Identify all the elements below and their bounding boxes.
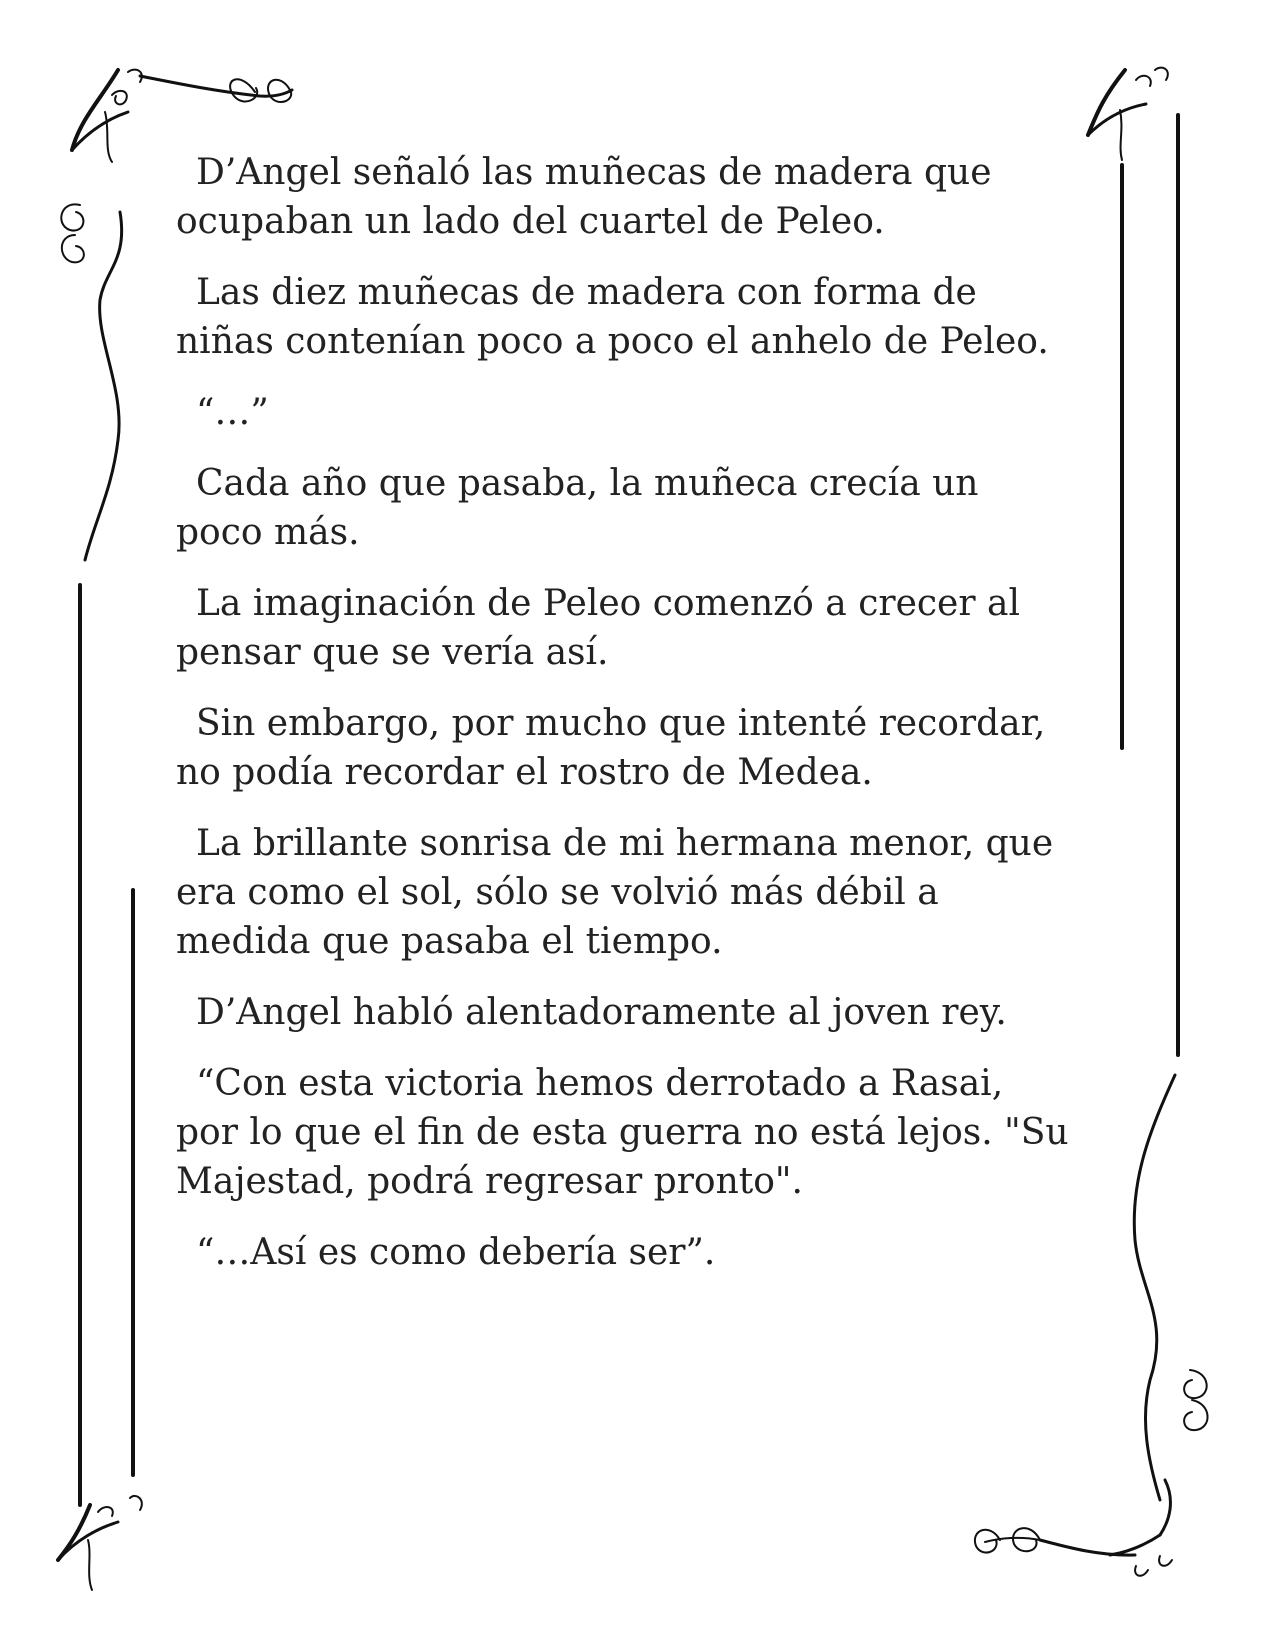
paragraph: La imaginación de Peleo comenzó a crecer al pensar que se vería así. bbox=[176, 583, 1020, 673]
paragraph: “…” bbox=[196, 392, 269, 433]
paragraph: “Con esta victoria hemos derrotado a Rasai, por lo que el fin de esta guerra no está lejos. "Su Majestad, podrá regresar pronto". bbox=[176, 1063, 1069, 1202]
paragraph: La brillante sonrisa de mi hermana menor, que era como el sol, sólo se volvió más débil a medida que pasaba el tiempo. bbox=[176, 823, 1054, 962]
story-text bbox=[176, 148, 1076, 1299]
paragraph: Cada año que pasaba, la muñeca crecía un poco más. bbox=[176, 463, 979, 553]
paragraph: “…Así es como debería ser”. bbox=[196, 1232, 716, 1273]
paragraph: D’Angel habló alentadoramente al joven rey. bbox=[196, 992, 1007, 1033]
bottom-left-flourish bbox=[58, 1496, 142, 1590]
top-right-flourish bbox=[1088, 68, 1168, 160]
paragraph: Las diez muñecas de madera con forma de niñas contenían poco a poco el anhelo de Peleo. bbox=[176, 272, 1049, 362]
paragraph: D’Angel señaló las muñecas de madera que ocupaban un lado del cuartel de Peleo. bbox=[176, 152, 992, 242]
paragraph: Sin embargo, por mucho que intenté recordar, no podía recordar el rostro de Medea. bbox=[176, 703, 1046, 793]
